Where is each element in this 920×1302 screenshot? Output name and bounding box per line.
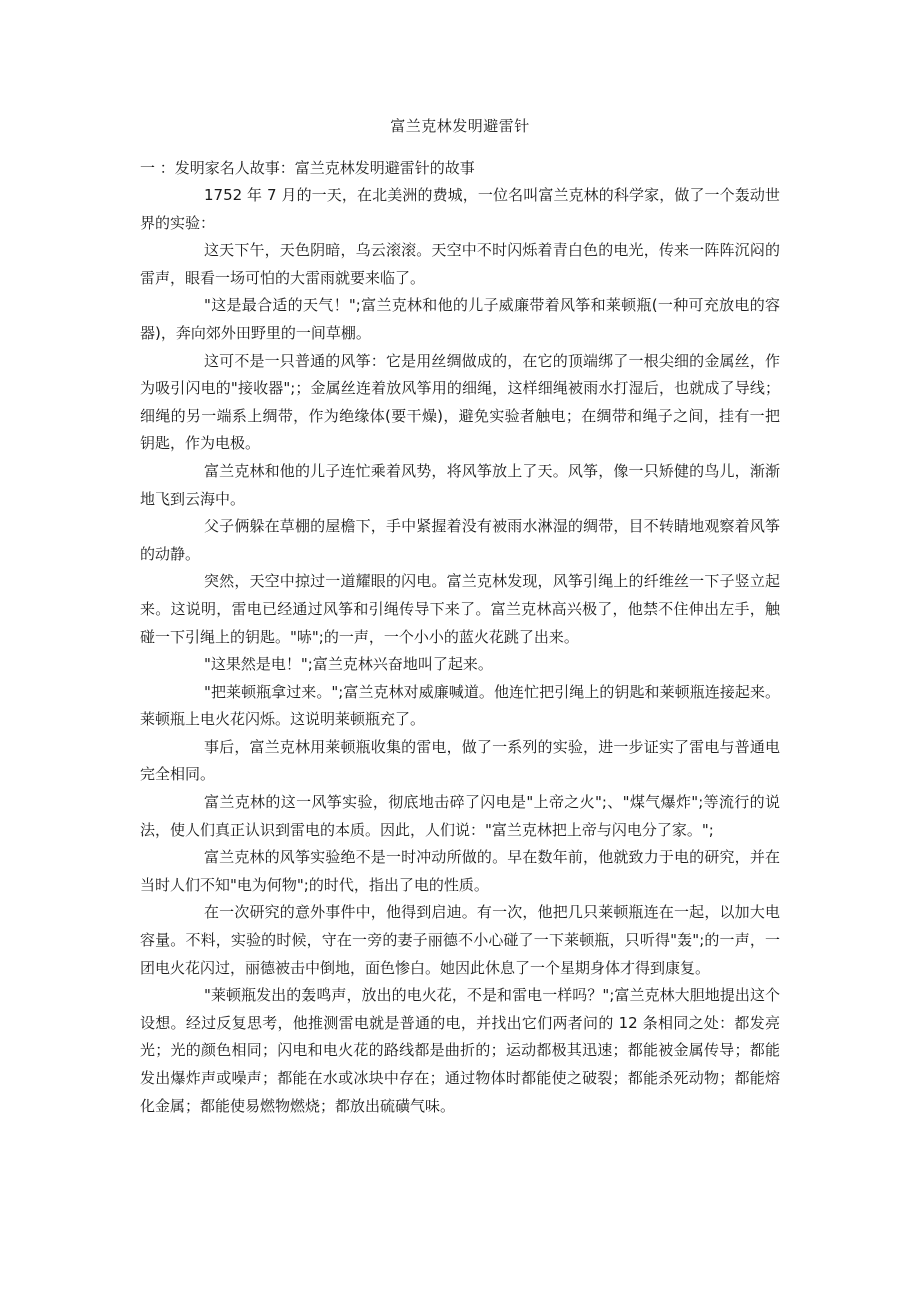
paragraph: 1752 年 7 月的一天，在北美洲的费城，一位名叫富兰克林的科学家，做了一个轰动世界的实验：: [140, 186, 780, 232]
paragraph: 在一次研究的意外事件中，他得到启迪。有一次，他把几只莱顿瓶连在一起，以加大电容量。不料，实验的时候，守在一旁的妻子丽德不小心碰了一下莱顿瓶，只听得"轰";的一声，一团电火花闪过，丽德被击中倒地，面色惨白。她因此休息了一个星期身体才得到康复。: [140, 903, 780, 977]
paragraph: 父子俩躲在草棚的屋檐下，手中紧握着没有被雨水淋湿的绸带，目不转睛地观察着风筝的动静。: [140, 517, 780, 563]
document-body: [140, 182, 780, 1120]
paragraph: "这是最合适的天气！";富兰克林和他的儿子威廉带着风筝和莱顿瓶(一种可充放电的容器)，奔向郊外田野里的一间草棚。: [140, 296, 780, 342]
paragraph: 富兰克林的这一风筝实验，彻底地击碎了闪电是"上帝之火";、"煤气爆炸";等流行的说法，使人们真正认识到雷电的本质。因此，人们说："富兰克林把上帝与闪电分了家。";: [140, 793, 780, 839]
paragraph: "莱顿瓶发出的轰鸣声，放出的电火花，不是和雷电一样吗？";富兰克林大胆地提出这个设想。经过反复思考，他推测雷电就是普通的电，并找出它们两者问的 12 条相同之处：都发亮光；光的颜色相同；闪电和电火花的路线都是曲折的；运动都极其迅速；都能被金属传导；都能发出爆炸声或噪声；都能在水或冰块中存在；通过物体时都能使之破裂；都能杀死动物；都能熔化金属；都能使易燃物燃烧；都放出硫磺气味。: [140, 986, 780, 1115]
section-heading: 一 ：发明家名人故事：富兰克林发明避雷针的故事: [140, 159, 475, 177]
paragraph: 这可不是一只普通的风筝：它是用丝绸做成的，在它的顶端绑了一根尖细的金属丝，作为吸引闪电的"接收器";；金属丝连着放风筝用的细绳，这样细绳被雨水打湿后，也就成了导线；细绳的另一端系上绸带，作为绝缘体(要干燥)，避免实验者触电；在绸带和绳子之间，挂有一把钥匙，作为电极。: [140, 351, 780, 453]
paragraph: 事后，富兰克林用莱顿瓶收集的雷电，做了一系列的实验，进一步证实了雷电与普通电完全相同。: [140, 737, 780, 784]
paragraph: "把莱顿瓶拿过来。";富兰克林对威廉喊道。他连忙把引绳上的钥匙和莱顿瓶连接起来。莱顿瓶上电火花闪烁。这说明莱顿瓶充了。: [140, 682, 780, 729]
paragraph: 突然，天空中掠过一道耀眼的闪电。富兰克林发现，风筝引绳上的纤维丝一下子竖立起来。这说明，雷电已经通过风筝和引绳传导下来了。富兰克林高兴极了，他禁不住伸出左手，触碰一下引绳上的钥匙。"哧";的一声，一个小小的蓝火花跳了出来。: [140, 572, 780, 646]
paragraph: 富兰克林和他的儿子连忙乘着风势，将风筝放上了天。风筝，像一只矫健的鸟儿，渐渐地飞到云海中。: [140, 461, 780, 508]
paragraph: 富兰克林的风筝实验绝不是一时冲动所做的。早在数年前，他就致力于电的研究，并在当时人们不知"电为何物";的时代，指出了电的性质。: [140, 848, 780, 894]
document-title: 富兰克林发明避雷针: [390, 117, 530, 135]
paragraph: "这果然是电！";富兰克林兴奋地叫了起来。: [204, 655, 493, 674]
paragraph: 这天下午，天色阴暗，乌云滚滚。天空中不时闪烁着青白色的电光，传来一阵阵沉闷的雷声，眼看一场可怕的大雷雨就要来临了。: [140, 241, 780, 287]
